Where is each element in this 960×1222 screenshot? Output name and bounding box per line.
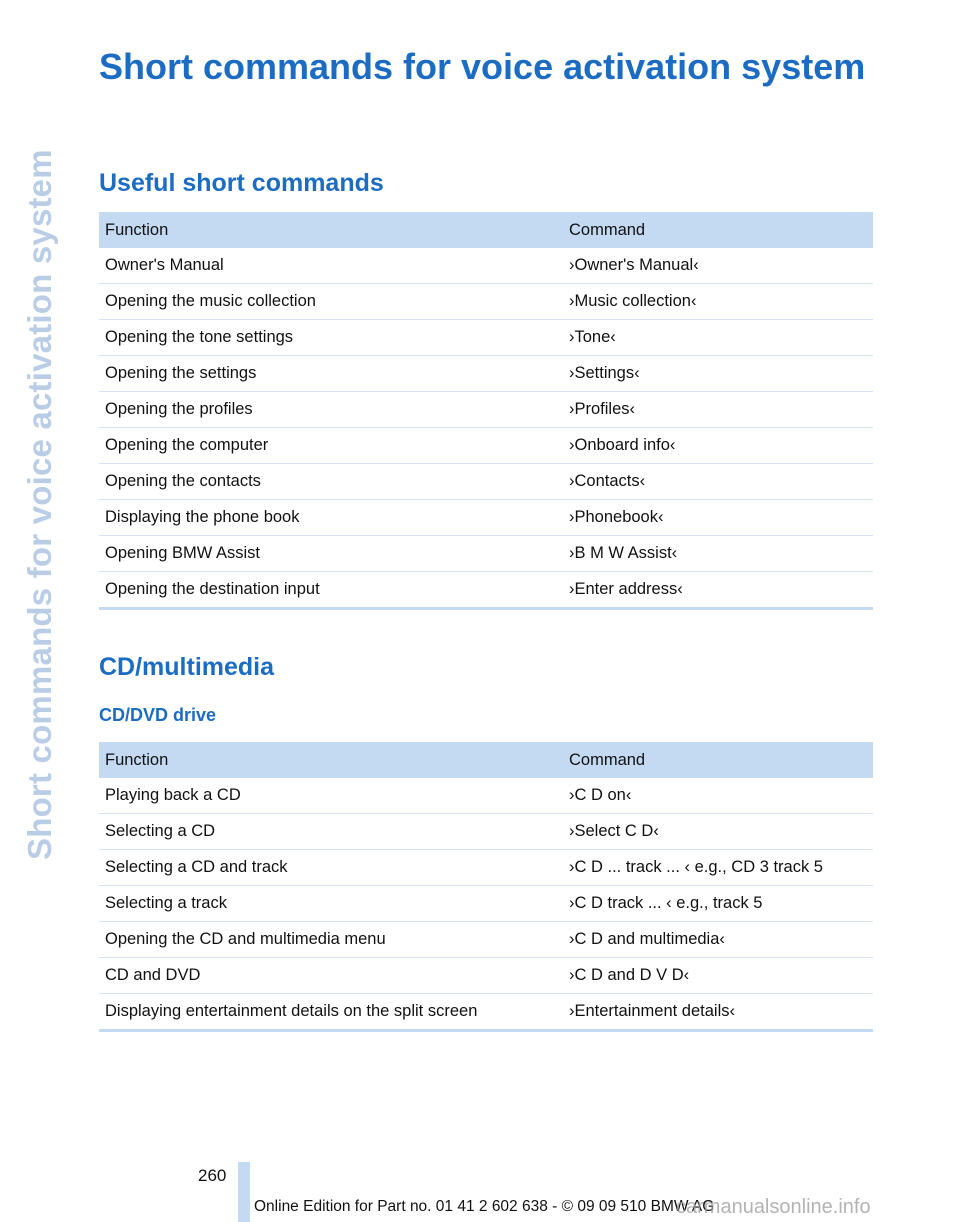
table-row [99, 850, 873, 886]
column-header-function: Function [99, 742, 563, 778]
function-cell: Opening the profiles [99, 392, 563, 428]
table-row [99, 392, 873, 428]
command-cell: ›Tone‹ [563, 320, 873, 356]
table-row [99, 922, 873, 958]
function-cell: Displaying the phone book [99, 500, 563, 536]
function-cell: Displaying entertainment details on the split screen [99, 994, 563, 1031]
cd-dvd-commands-table [99, 742, 873, 1032]
subsection-heading-cd-dvd: CD/DVD drive [99, 705, 217, 725]
column-header-command: Command [563, 212, 873, 248]
footer-accent-bar [238, 1162, 250, 1222]
function-cell: Opening the music collection [99, 284, 563, 320]
table-row [99, 536, 873, 572]
command-cell: ›Owner's Manual‹ [563, 248, 873, 284]
function-cell: Selecting a track [99, 886, 563, 922]
table-header-row [99, 212, 873, 248]
table-row [99, 248, 873, 284]
function-cell: Opening BMW Assist [99, 536, 563, 572]
table-row [99, 464, 873, 500]
page-number: 260 [198, 1166, 227, 1185]
table-row [99, 994, 873, 1031]
table-header-row [99, 742, 873, 778]
function-cell: CD and DVD [99, 958, 563, 994]
function-cell: Opening the destination input [99, 572, 563, 609]
column-header-function: Function [99, 212, 563, 248]
column-header-command: Command [563, 742, 873, 778]
table-row [99, 320, 873, 356]
command-cell: ›C D and multimedia‹ [563, 922, 873, 958]
command-cell: ›C D and D V D‹ [563, 958, 873, 994]
command-cell: ›C D track ... ‹ e.g., track 5 [563, 886, 873, 922]
watermark: carmanualsonline.info [676, 1196, 871, 1218]
function-cell: Playing back a CD [99, 778, 563, 814]
function-cell: Selecting a CD and track [99, 850, 563, 886]
command-cell: ›Onboard info‹ [563, 428, 873, 464]
function-cell: Opening the computer [99, 428, 563, 464]
edition-note: Online Edition for Part no. 01 41 2 602 638 - © 09 09 510 BMW AG [254, 1198, 715, 1215]
command-cell: ›Select C D‹ [563, 814, 873, 850]
side-chapter-title-text: Short commands for voice activation system [21, 149, 58, 860]
table-row [99, 428, 873, 464]
table-row [99, 500, 873, 536]
command-cell: ›Entertainment details‹ [563, 994, 873, 1031]
command-cell: ›Music collection‹ [563, 284, 873, 320]
table-row [99, 886, 873, 922]
command-cell: ›Phonebook‹ [563, 500, 873, 536]
table-row [99, 572, 873, 609]
command-cell: ›C D on‹ [563, 778, 873, 814]
section-heading-useful: Useful short commands [99, 169, 384, 197]
command-cell: ›C D ... track ... ‹ e.g., CD 3 track 5 [563, 850, 873, 886]
page-title: Short commands for voice activation system [99, 46, 866, 87]
command-cell: ›Settings‹ [563, 356, 873, 392]
command-cell: ›Enter address‹ [563, 572, 873, 609]
function-cell: Selecting a CD [99, 814, 563, 850]
function-cell: Opening the CD and multimedia menu [99, 922, 563, 958]
command-cell: ›Profiles‹ [563, 392, 873, 428]
table-row [99, 778, 873, 814]
table-row [99, 814, 873, 850]
function-cell: Opening the contacts [99, 464, 563, 500]
table-row [99, 356, 873, 392]
function-cell: Opening the settings [99, 356, 563, 392]
useful-commands-table [99, 212, 873, 610]
table-row [99, 958, 873, 994]
function-cell: Owner's Manual [99, 248, 563, 284]
command-cell: ›Contacts‹ [563, 464, 873, 500]
table-row [99, 284, 873, 320]
section-heading-cd-multimedia: CD/multimedia [99, 653, 275, 681]
command-cell: ›B M W Assist‹ [563, 536, 873, 572]
function-cell: Opening the tone settings [99, 320, 563, 356]
